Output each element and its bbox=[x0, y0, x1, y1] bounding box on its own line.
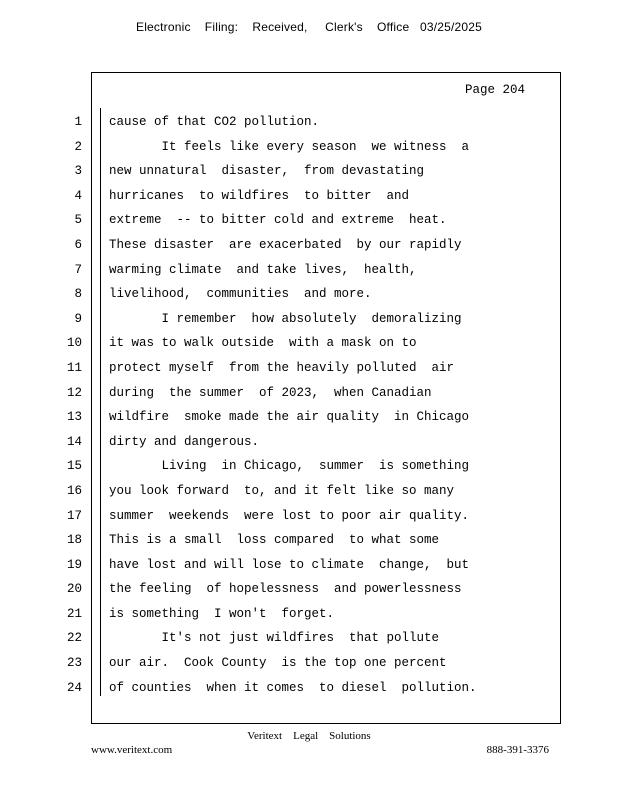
transcript-line: Living in Chicago, summer is something bbox=[109, 459, 470, 474]
line-number: 20 bbox=[66, 582, 82, 597]
line-number: 8 bbox=[74, 287, 82, 302]
line-number: 14 bbox=[66, 434, 82, 449]
transcript-line: it was to walk outside with a mask on to bbox=[109, 336, 417, 351]
line-number: 12 bbox=[66, 385, 82, 400]
transcript-line: summer weekends were lost to poor air quality. bbox=[109, 508, 470, 523]
transcript-line: our air. Cook County is the top one percent bbox=[109, 656, 447, 671]
line-number: 22 bbox=[66, 631, 82, 646]
line-number: 16 bbox=[66, 483, 82, 498]
line-number: 4 bbox=[74, 188, 82, 203]
line-number: 17 bbox=[66, 508, 82, 523]
transcript-line: the feeling of hopelessness and powerlessness bbox=[109, 582, 462, 597]
line-number: 1 bbox=[74, 115, 82, 129]
line-number: 5 bbox=[74, 213, 82, 228]
transcript-line: This is a small loss compared to what some bbox=[109, 533, 440, 548]
transcript-line: new unnatural disaster, from devastating bbox=[109, 164, 425, 179]
line-number: 23 bbox=[66, 656, 82, 671]
transcript-line: These disaster are exacerbated by our rapidly bbox=[109, 237, 462, 252]
transcript-line: I remember how absolutely demoralizing bbox=[109, 311, 462, 326]
filing-stamp-header: Electronic Filing: Received, Clerk's Office 03/25/2025 bbox=[135, 20, 482, 34]
line-number: 2 bbox=[74, 139, 82, 154]
transcript-line: dirty and dangerous. bbox=[109, 434, 260, 449]
transcript-text bbox=[109, 110, 549, 700]
line-number-divider bbox=[100, 108, 101, 696]
transcript-line: have lost and will lose to climate change, but bbox=[109, 557, 470, 572]
line-number: 21 bbox=[66, 606, 82, 621]
transcript-line: It's not just wildfires that pollute bbox=[109, 631, 440, 646]
line-number: 15 bbox=[66, 459, 82, 474]
transcript-line: is something I won't forget. bbox=[109, 606, 335, 621]
line-number: 13 bbox=[66, 410, 82, 425]
transcript-line: of counties when it comes to diesel pollution. bbox=[109, 680, 477, 695]
transcript-line: during the summer of 2023, when Canadian bbox=[109, 385, 432, 400]
line-number: 24 bbox=[66, 680, 82, 695]
transcript-line: protect myself from the heavily polluted air bbox=[109, 360, 455, 375]
transcript-line: cause of that CO2 pollution. bbox=[109, 115, 320, 129]
line-number: 7 bbox=[74, 262, 82, 277]
line-number: 19 bbox=[66, 557, 82, 572]
line-number: 18 bbox=[66, 533, 82, 548]
footer-website: www.veritext.com bbox=[91, 744, 173, 756]
transcript-line: warming climate and take lives, health, bbox=[109, 262, 417, 277]
line-number: 9 bbox=[74, 311, 82, 326]
transcript-line: you look forward to, and it felt like so many bbox=[109, 483, 455, 498]
page-number: Page 204 bbox=[464, 83, 525, 97]
line-number: 11 bbox=[66, 360, 82, 375]
line-number: 10 bbox=[66, 336, 82, 351]
line-number: 3 bbox=[74, 164, 82, 179]
transcript-line: extreme -- to bitter cold and extreme heat. bbox=[109, 213, 447, 228]
line-number-column bbox=[50, 110, 82, 700]
transcript-line: livelihood, communities and more. bbox=[109, 287, 372, 302]
footer-phone: 888-391-3376 bbox=[486, 744, 549, 756]
transcript-line: It feels like every season we witness a bbox=[109, 139, 470, 154]
transcript-line: wildfire smoke made the air quality in Chicago bbox=[109, 410, 470, 425]
footer-company: Veritext Legal Solutions bbox=[247, 730, 371, 742]
transcript-line: hurricanes to wildfires to bitter and bbox=[109, 188, 410, 203]
line-number: 6 bbox=[74, 237, 82, 252]
